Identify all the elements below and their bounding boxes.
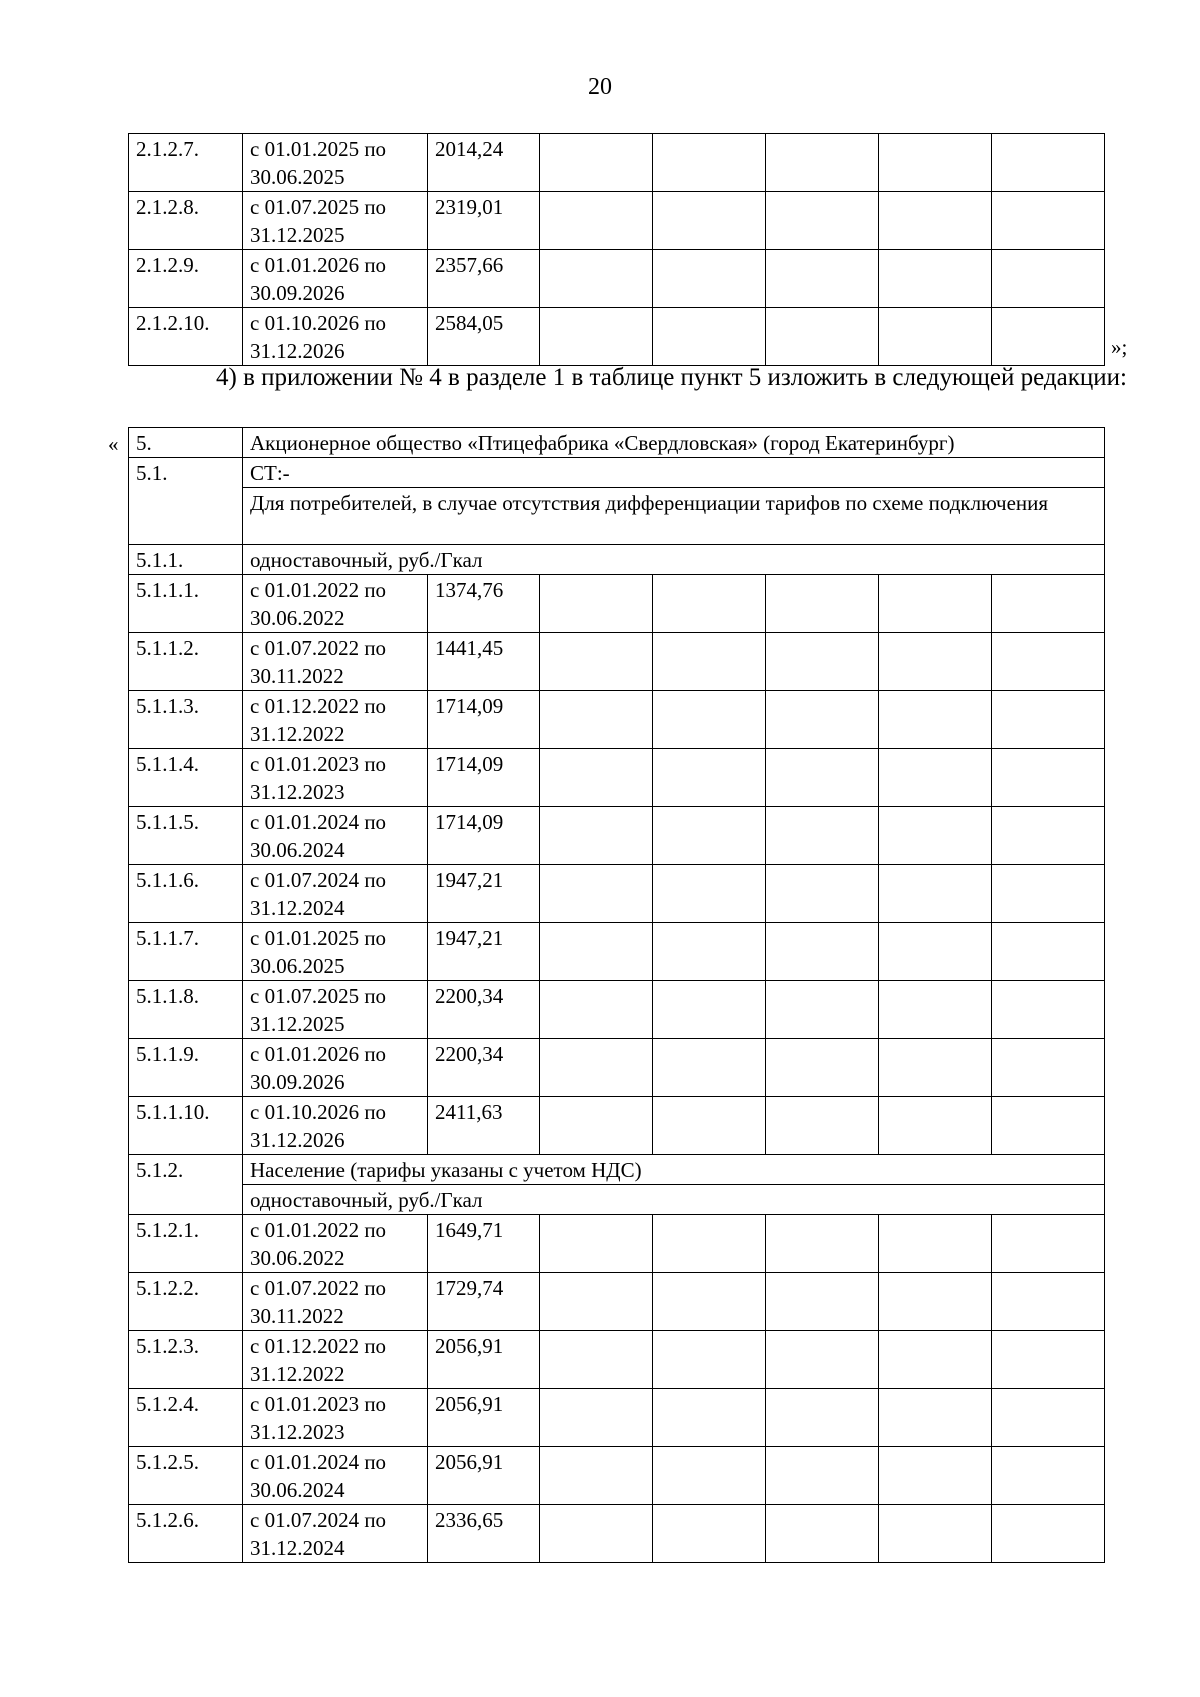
empty-cell (540, 134, 653, 192)
empty-cell (653, 192, 766, 250)
empty-cell (653, 308, 766, 366)
row-code: 2.1.2.7. (129, 134, 243, 192)
period-start: с 01.12.2022 по (250, 694, 387, 718)
row-value: 1374,76 (428, 575, 540, 633)
empty-cell (653, 923, 766, 981)
empty-cell (879, 981, 992, 1039)
section-row (129, 458, 1105, 488)
row-code: 5.1.2.4. (129, 1389, 243, 1447)
empty-cell (540, 691, 653, 749)
period-end: 30.09.2026 (250, 1070, 345, 1094)
period-end: 31.12.2023 (250, 780, 345, 804)
period-start: с 01.10.2026 по (250, 1100, 387, 1124)
empty-cell (653, 1505, 766, 1563)
empty-cell (540, 1039, 653, 1097)
empty-cell (879, 1389, 992, 1447)
row-code: 5.1.1.3. (129, 691, 243, 749)
empty-cell (879, 633, 992, 691)
empty-cell (879, 1331, 992, 1389)
row-value: 1729,74 (428, 1273, 540, 1331)
row-code: 2.1.2.9. (129, 250, 243, 308)
row-code: 2.1.2.10. (129, 308, 243, 366)
empty-cell (879, 1447, 992, 1505)
row-value: 2056,91 (428, 1447, 540, 1505)
row-period (243, 1447, 428, 1505)
empty-cell (766, 749, 879, 807)
row-period (243, 865, 428, 923)
empty-cell (879, 865, 992, 923)
empty-cell (653, 1447, 766, 1505)
empty-cell (766, 1331, 879, 1389)
period-start: с 01.07.2022 по (250, 636, 387, 660)
empty-cell (879, 1215, 992, 1273)
period-end: 31.12.2023 (250, 1420, 345, 1444)
empty-cell (766, 981, 879, 1039)
period-start: с 01.01.2023 по (250, 752, 387, 776)
table-row (129, 575, 1105, 633)
row-code: 2.1.2.8. (129, 192, 243, 250)
table-row (129, 1505, 1105, 1563)
empty-cell (992, 749, 1105, 807)
period-start: с 01.10.2026 по (250, 311, 387, 335)
period-end: 30.06.2022 (250, 1246, 345, 1270)
row-code: 5.1.1.8. (129, 981, 243, 1039)
empty-cell (766, 1273, 879, 1331)
row-code: 5.1.1.4. (129, 749, 243, 807)
org-code: 5. (129, 428, 243, 458)
row-period (243, 1389, 428, 1447)
row-value: 2056,91 (428, 1331, 540, 1389)
empty-cell (992, 192, 1105, 250)
row-period (243, 923, 428, 981)
row-period (243, 633, 428, 691)
row-value: 1649,71 (428, 1215, 540, 1273)
row-value: 2319,01 (428, 192, 540, 250)
empty-cell (992, 807, 1105, 865)
empty-cell (766, 1097, 879, 1155)
empty-cell (879, 923, 992, 981)
table-row (129, 749, 1105, 807)
empty-cell (653, 981, 766, 1039)
empty-cell (766, 1039, 879, 1097)
period-start: с 01.07.2025 по (250, 195, 387, 219)
group-subtitle: одноставочный, руб./Гкал (243, 1185, 1105, 1215)
empty-cell (766, 691, 879, 749)
empty-cell (879, 250, 992, 308)
period-start: с 01.01.2024 по (250, 1450, 387, 1474)
period-start: с 01.01.2026 по (250, 1042, 387, 1066)
period-start: с 01.07.2022 по (250, 1276, 387, 1300)
section-title: СТ:- (243, 458, 1105, 488)
row-value: 2200,34 (428, 1039, 540, 1097)
row-value: 2411,63 (428, 1097, 540, 1155)
empty-cell (766, 1447, 879, 1505)
row-value: 1947,21 (428, 923, 540, 981)
empty-cell (766, 807, 879, 865)
period-end: 31.12.2026 (250, 339, 345, 363)
table-row (129, 1039, 1105, 1097)
row-value: 2056,91 (428, 1389, 540, 1447)
row-period (243, 1097, 428, 1155)
row-value: 2357,66 (428, 250, 540, 308)
empty-cell (992, 1331, 1105, 1389)
tariff-table-section-5 (128, 427, 1105, 1563)
table-row (129, 1215, 1105, 1273)
empty-cell (540, 807, 653, 865)
empty-cell (653, 250, 766, 308)
period-end: 31.12.2025 (250, 223, 345, 247)
empty-cell (766, 633, 879, 691)
row-period (243, 1331, 428, 1389)
empty-cell (766, 192, 879, 250)
row-period (243, 192, 428, 250)
empty-cell (766, 1505, 879, 1563)
period-start: с 01.01.2023 по (250, 1392, 387, 1416)
row-code: 5.1.1.10. (129, 1097, 243, 1155)
closing-quote: »; (1111, 335, 1128, 359)
row-value: 1947,21 (428, 865, 540, 923)
table-row (129, 1389, 1105, 1447)
table-row (129, 192, 1105, 250)
row-code: 5.1.1.2. (129, 633, 243, 691)
period-start: с 01.01.2024 по (250, 810, 387, 834)
empty-cell (653, 807, 766, 865)
empty-cell (653, 749, 766, 807)
empty-cell (766, 865, 879, 923)
empty-cell (653, 633, 766, 691)
row-value: 1714,09 (428, 691, 540, 749)
period-start: с 01.07.2025 по (250, 984, 387, 1008)
empty-cell (992, 923, 1105, 981)
empty-cell (540, 923, 653, 981)
tariff-table-continued (128, 133, 1105, 366)
row-period (243, 981, 428, 1039)
period-start: с 01.07.2024 по (250, 868, 387, 892)
empty-cell (992, 1039, 1105, 1097)
group-header-row (129, 1155, 1105, 1185)
period-end: 30.06.2024 (250, 838, 345, 862)
empty-cell (879, 1273, 992, 1331)
table-row (129, 308, 1105, 366)
tariff-table-body (129, 428, 1105, 1563)
row-period (243, 250, 428, 308)
table-row (129, 1447, 1105, 1505)
empty-cell (540, 250, 653, 308)
row-value: 2336,65 (428, 1505, 540, 1563)
empty-cell (653, 1039, 766, 1097)
period-start: с 01.07.2024 по (250, 1508, 387, 1532)
period-end: 31.12.2024 (250, 1536, 345, 1560)
group-header-row (129, 545, 1105, 575)
row-value: 1714,09 (428, 807, 540, 865)
row-value: 1714,09 (428, 749, 540, 807)
empty-cell (766, 1389, 879, 1447)
empty-cell (653, 134, 766, 192)
empty-cell (653, 1097, 766, 1155)
empty-cell (879, 134, 992, 192)
empty-cell (540, 1331, 653, 1389)
table-row (129, 1097, 1105, 1155)
row-value: 2584,05 (428, 308, 540, 366)
row-period (243, 749, 428, 807)
period-end: 30.06.2025 (250, 165, 345, 189)
empty-cell (540, 633, 653, 691)
row-period (243, 1215, 428, 1273)
empty-cell (540, 575, 653, 633)
row-period (243, 134, 428, 192)
group-code: 5.1.1. (129, 545, 243, 575)
empty-cell (766, 575, 879, 633)
empty-cell (879, 749, 992, 807)
page-number: 20 (588, 74, 612, 100)
group-title: Население (тарифы указаны с учетом НДС) (243, 1155, 1105, 1185)
empty-cell (879, 192, 992, 250)
table-row (129, 691, 1105, 749)
empty-cell (992, 1505, 1105, 1563)
empty-cell (992, 134, 1105, 192)
empty-cell (879, 575, 992, 633)
period-end: 30.06.2025 (250, 954, 345, 978)
table-row (129, 1273, 1105, 1331)
empty-cell (992, 1389, 1105, 1447)
empty-cell (540, 1389, 653, 1447)
period-end: 30.06.2022 (250, 606, 345, 630)
table-row (129, 250, 1105, 308)
empty-cell (540, 749, 653, 807)
empty-cell (540, 1273, 653, 1331)
row-value: 2014,24 (428, 134, 540, 192)
opening-quote: « (108, 432, 119, 456)
empty-cell (653, 1389, 766, 1447)
row-code: 5.1.2.6. (129, 1505, 243, 1563)
row-value: 2200,34 (428, 981, 540, 1039)
period-start: с 01.12.2022 по (250, 1334, 387, 1358)
empty-cell (879, 807, 992, 865)
empty-cell (653, 1215, 766, 1273)
row-code: 5.1.1.5. (129, 807, 243, 865)
row-period (243, 807, 428, 865)
empty-cell (992, 691, 1105, 749)
empty-cell (766, 250, 879, 308)
empty-cell (992, 575, 1105, 633)
period-end: 31.12.2024 (250, 896, 345, 920)
table-row (129, 981, 1105, 1039)
amendment-paragraph: 4) в приложении № 4 в разделе 1 в таблице пункт 5 изложить в следующей редакции: (216, 364, 1127, 391)
empty-cell (653, 691, 766, 749)
empty-cell (992, 865, 1105, 923)
empty-cell (992, 981, 1105, 1039)
row-period (243, 691, 428, 749)
row-value: 1441,45 (428, 633, 540, 691)
empty-cell (766, 308, 879, 366)
period-start: с 01.01.2022 по (250, 1218, 387, 1242)
period-start: с 01.01.2026 по (250, 253, 387, 277)
empty-cell (540, 865, 653, 923)
row-period (243, 575, 428, 633)
row-code: 5.1.1.7. (129, 923, 243, 981)
empty-cell (992, 1215, 1105, 1273)
period-end: 31.12.2022 (250, 722, 345, 746)
group-subtitle-row (129, 1185, 1105, 1215)
section-subtitle: Для потребителей, в случае отсутствия дифференциации тарифов по схеме подключения (243, 488, 1105, 545)
empty-cell (992, 308, 1105, 366)
section-subtitle-row (129, 488, 1105, 545)
section-code: 5.1. (129, 458, 243, 545)
table-row (129, 807, 1105, 865)
period-end: 30.06.2024 (250, 1478, 345, 1502)
empty-cell (766, 134, 879, 192)
period-start: с 01.01.2025 по (250, 137, 387, 161)
row-code: 5.1.1.6. (129, 865, 243, 923)
group-title: одноставочный, руб./Гкал (243, 545, 1105, 575)
empty-cell (879, 1097, 992, 1155)
period-end: 31.12.2022 (250, 1362, 345, 1386)
row-code: 5.1.2.3. (129, 1331, 243, 1389)
empty-cell (540, 308, 653, 366)
empty-cell (653, 1331, 766, 1389)
row-period (243, 1273, 428, 1331)
row-code: 5.1.1.9. (129, 1039, 243, 1097)
empty-cell (653, 1273, 766, 1331)
empty-cell (992, 250, 1105, 308)
row-code: 5.1.2.1. (129, 1215, 243, 1273)
empty-cell (540, 1215, 653, 1273)
table-row (129, 923, 1105, 981)
empty-cell (540, 1505, 653, 1563)
empty-cell (653, 575, 766, 633)
period-start: с 01.01.2025 по (250, 926, 387, 950)
table-row (129, 134, 1105, 192)
org-row (129, 428, 1105, 458)
empty-cell (992, 1447, 1105, 1505)
period-end: 30.11.2022 (250, 1304, 344, 1328)
empty-cell (766, 923, 879, 981)
period-end: 31.12.2025 (250, 1012, 345, 1036)
empty-cell (540, 192, 653, 250)
empty-cell (879, 1505, 992, 1563)
period-end: 30.11.2022 (250, 664, 344, 688)
empty-cell (766, 1215, 879, 1273)
table-row (129, 1331, 1105, 1389)
period-start: с 01.01.2022 по (250, 578, 387, 602)
empty-cell (879, 691, 992, 749)
empty-cell (992, 1273, 1105, 1331)
row-period (243, 1505, 428, 1563)
tariff-table-body (129, 134, 1105, 366)
table-row (129, 633, 1105, 691)
table-row (129, 865, 1105, 923)
empty-cell (653, 865, 766, 923)
empty-cell (879, 1039, 992, 1097)
row-period (243, 308, 428, 366)
row-period (243, 1039, 428, 1097)
empty-cell (540, 981, 653, 1039)
row-code: 5.1.2.2. (129, 1273, 243, 1331)
empty-cell (879, 308, 992, 366)
org-name: Акционерное общество «Птицефабрика «Свердловская» (город Екатеринбург) (243, 428, 1105, 458)
empty-cell (992, 633, 1105, 691)
empty-cell (540, 1447, 653, 1505)
period-end: 30.09.2026 (250, 281, 345, 305)
row-code: 5.1.2.5. (129, 1447, 243, 1505)
empty-cell (540, 1097, 653, 1155)
period-end: 31.12.2026 (250, 1128, 345, 1152)
group-code: 5.1.2. (129, 1155, 243, 1215)
empty-cell (992, 1097, 1105, 1155)
row-code: 5.1.1.1. (129, 575, 243, 633)
